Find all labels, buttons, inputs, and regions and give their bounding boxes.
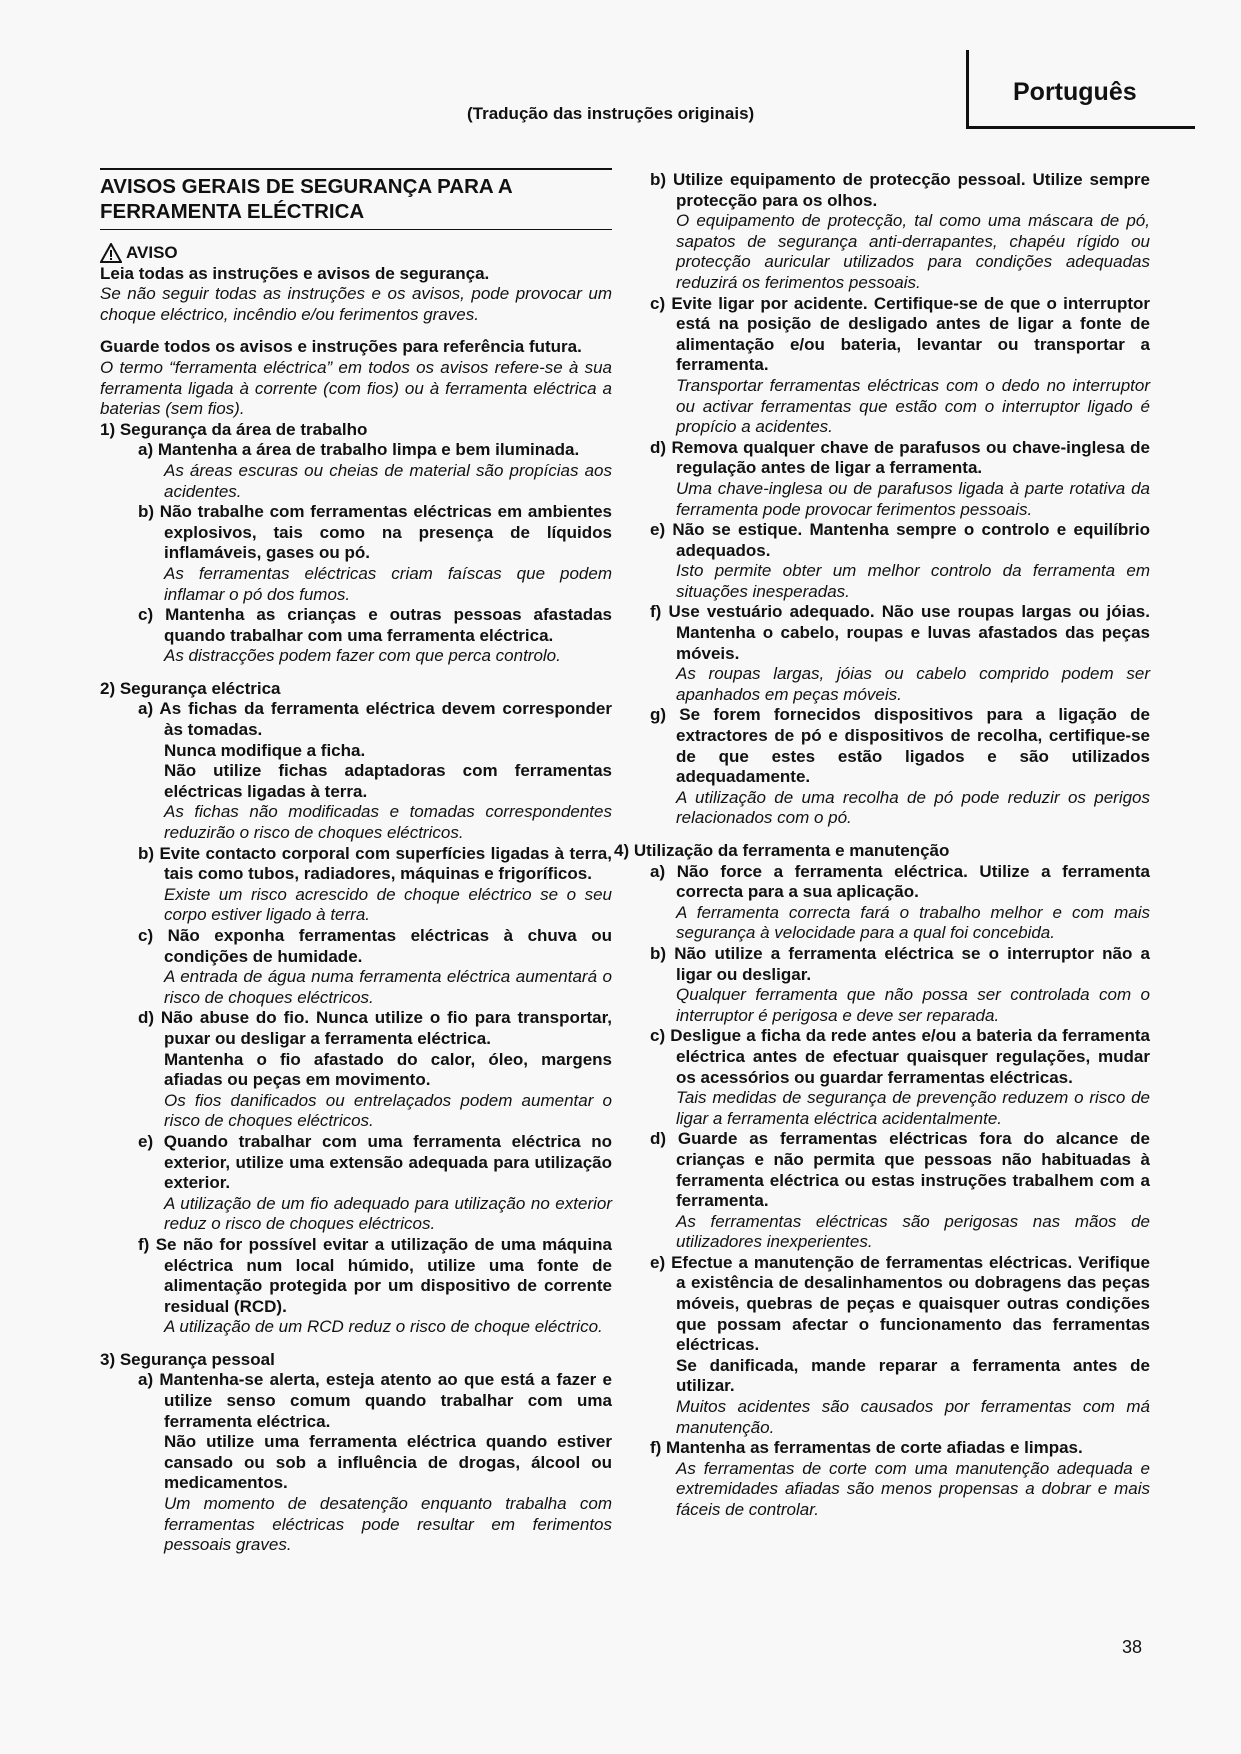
s4-c-bold: c) Desligue a ficha da rede antes e/ou a bateria da ferramenta eléctrica antes de efectuar quaisquer regulações, mudar os acessórios ou guardar ferramentas eléctricas. <box>650 1026 1150 1087</box>
s2-f-bold: f) Se não for possível evitar a utilização de uma máquina eléctrica num local húmido, utilize uma fonte de alimentação protegida por um dispositivo de corrente residual (RCD). <box>138 1234 612 1316</box>
warning-italic: Se não seguir todas as instruções e os avisos, pode provocar um choque eléctrico, incêndio e/ou ferimentos graves. <box>100 284 612 324</box>
warning-label: AVISO <box>126 243 178 262</box>
s2-d-bold-1: d) Não abuse do fio. Nunca utilize o fio para transportar, puxar ou desligar a ferramenta eléctrica. <box>138 1008 612 1048</box>
s3-f-bold: f) Use vestuário adequado. Não use roupas largas ou jóias. Mantenha o cabelo, roupas e luvas afastados das peças móveis. <box>650 602 1150 663</box>
s3-c-italic: Transportar ferramentas eléctricas com o dedo no interruptor ou activar ferramentas que estão com o interruptor ligado é propício a acidentes. <box>676 375 1150 437</box>
s2-f-italic: A utilização de um RCD reduz o risco de choque eléctrico. <box>164 1317 603 1337</box>
s2-a-italic: As fichas não modificadas e tomadas correspondentes reduzirão o risco de choques eléctricos. <box>164 802 612 843</box>
s1-b-italic: As ferramentas eléctricas criam faíscas que podem inflamar o pó dos fumos. <box>164 563 612 604</box>
s3-d-bold: d) Remova qualquer chave de parafusos ou chave-inglesa de regulação antes de ligar a ferramenta. <box>650 437 1150 478</box>
keep-bold: Guarde todos os avisos e instruções para referência futura. <box>100 337 582 357</box>
warning-bold: Leia todas as instruções e avisos de segurança. <box>100 263 490 283</box>
s3-b-italic: O equipamento de protecção, tal como uma máscara de pó, sapatos de segurança anti-derrapantes, chapéu rígido ou protecção auricular utilizados para condições adequadas reduzirá os ferimentos pessoais. <box>676 211 1150 292</box>
s3-a-bold-1: a) Mantenha-se alerta, esteja atento ao que está a fazer e utilize senso comum quando trabalhar com uma ferramenta eléctrica. <box>138 1370 612 1431</box>
right-column <box>614 170 1150 1521</box>
s2-d-bold-2: Mantenha o fio afastado do calor, óleo, margens afiadas ou peças em movimento. <box>164 1049 612 1090</box>
s4-e-bold-1: e) Efectue a manutenção de ferramentas eléctricas. Verifique a existência de desalinhamentos ou dobragens das peças móveis, quebras de peças e quaisquer outras condições que possam afectar o funcionamento das ferramentas eléctricas. <box>650 1252 1150 1355</box>
s1-a-italic: As áreas escuras ou cheias de material são propícias aos acidentes. <box>164 460 612 501</box>
s4-b-bold: b) Não utilize a ferramenta eléctrica se o interruptor não a ligar ou desligar. <box>650 943 1150 984</box>
s3-g-bold: g) Se forem fornecidos dispositivos para a ligação de extractores de pó e dispositivos de recolha, certifique-se de que estes estão ligados e são utilizados adequadamente. <box>650 705 1150 787</box>
s3-f-italic: As roupas largas, jóias ou cabelo comprido podem ser apanhados em peças móveis. <box>676 664 1150 704</box>
s4-d-bold: d) Guarde as ferramentas eléctricas fora do alcance de crianças e não permita que pessoas não habituadas à ferramenta eléctrica ou estas instruções trabalhem com a ferramenta. <box>650 1129 1150 1211</box>
s2-c-bold: c) Não exponha ferramentas eléctricas à chuva ou condições de humidade. <box>138 926 612 966</box>
s2-a-bold-1: a) As fichas da ferramenta eléctrica devem corresponder às tomadas. <box>138 699 612 740</box>
s4-f-bold: f) Mantenha as ferramentas de corte afiadas e limpas. <box>650 1438 1083 1458</box>
s1-c-bold: c) Mantenha as crianças e outras pessoas afastadas quando trabalhar com uma ferramenta eléctrica. <box>138 605 612 645</box>
s2-e-italic: A utilização de um fio adequado para utilização no exterior reduz o risco de choques eléctricos. <box>164 1193 612 1234</box>
s4-c-italic: Tais medidas de segurança de prevenção reduzem o risco de ligar a ferramenta eléctrica acidentalmente. <box>676 1088 1150 1128</box>
s3-d-italic: Uma chave-inglesa ou de parafusos ligada à parte rotativa da ferramenta pode provocar ferimentos pessoais. <box>676 478 1150 519</box>
s4-e-bold-2: Se danificada, mande reparar a ferramenta antes de utilizar. <box>676 1355 1150 1396</box>
s4-a-italic: A ferramenta correcta fará o trabalho melhor e com mais segurança à velocidade para a qual foi concebida. <box>676 902 1150 943</box>
s2-e-bold: e) Quando trabalhar com uma ferramenta eléctrica no exterior, utilize uma extensão adequada para utilização exterior. <box>138 1131 612 1193</box>
language-label: Português <box>1013 78 1137 106</box>
s3-g-italic: A utilização de uma recolha de pó pode reduzir os perigos relacionados com o pó. <box>676 787 1150 828</box>
section-2-heading: 2) Segurança eléctrica <box>100 678 281 698</box>
s3-e-italic: Isto permite obter um melhor controlo da ferramenta em situações inesperadas. <box>676 561 1150 601</box>
s1-b-bold: b) Não trabalhe com ferramentas eléctricas em ambientes explosivos, tais como na presença de líquidos inflamáveis, gases ou pó. <box>138 502 612 563</box>
section-4-heading: 4) Utilização da ferramenta e manutenção <box>614 841 950 860</box>
s3-c-bold: c) Evite ligar por acidente. Certifique-se de que o interruptor está na posição de desligado antes de ligar a fonte de alimentação e/ou bateria, levantar ou transportar a ferramenta. <box>650 293 1150 375</box>
s1-c-italic: As distracções podem fazer com que perca controlo. <box>164 646 561 666</box>
s2-c-italic: A entrada de água numa ferramenta eléctrica aumentará o risco de choques eléctricos. <box>164 967 612 1007</box>
page-number: 38 <box>1122 1637 1143 1657</box>
s4-e-italic: Muitos acidentes são causados por ferramentas com má manutenção. <box>676 1397 1150 1437</box>
s4-a-bold: a) Não force a ferramenta eléctrica. Utilize a ferramenta correcta para a sua aplicação. <box>650 861 1150 902</box>
warning-heading <box>100 243 612 264</box>
s4-b-italic: Qualquer ferramenta que não possa ser controlada com o interruptor é perigosa e deve ser reparada. <box>676 985 1150 1025</box>
left-column <box>100 170 612 1556</box>
s3-a-bold-2: Não utilize uma ferramenta eléctrica quando estiver cansado ou sob a influência de drogas, álcool ou medicamentos. <box>164 1432 612 1493</box>
translation-subtitle: (Tradução das instruções originais) <box>467 104 755 123</box>
s3-a-italic: Um momento de desatenção enquanto trabalha com ferramentas eléctricas pode resultar em ferimentos pessoais graves. <box>164 1494 612 1555</box>
s4-f-italic: As ferramentas de corte com uma manutenção adequada e extremidades afiadas são menos propensas a dobrar e mais fáceis de controlar. <box>676 1458 1150 1519</box>
s2-b-bold: b) Evite contacto corporal com superfícies ligadas à terra, tais como tubos, radiadores, máquinas e frigoríficos. <box>138 843 612 884</box>
s3-e-bold: e) Não se estique. Mantenha sempre o controlo e equilíbrio adequados. <box>650 520 1150 560</box>
section-1-heading: 1) Segurança da área de trabalho <box>100 419 368 439</box>
section-3-heading: 3) Segurança pessoal <box>100 1349 275 1369</box>
s2-b-italic: Existe um risco acrescido de choque eléctrico se o seu corpo estiver ligado à terra. <box>164 884 612 925</box>
s2-a-bold-2: Nunca modifique a ficha. <box>164 740 366 760</box>
s2-a-bold-3: Não utilize fichas adaptadoras com ferramentas eléctricas ligadas à terra. <box>164 761 612 801</box>
s1-a-bold: a) Mantenha a área de trabalho limpa e bem iluminada. <box>138 440 580 460</box>
language-tab <box>966 50 1195 129</box>
s2-d-italic: Os fios danificados ou entrelaçados podem aumentar o risco de choques eléctricos. <box>164 1090 612 1131</box>
section-title: AVISOS GERAIS DE SEGURANÇA PARA A FERRAMENTA ELÉCTRICA <box>100 168 612 230</box>
s4-d-italic: As ferramentas eléctricas são perigosas nas mãos de utilizadores inexperientes. <box>676 1211 1150 1252</box>
warning-triangle-icon <box>100 243 122 263</box>
keep-italic: O termo “ferramenta eléctrica” em todos os avisos refere-se à sua ferramenta ligada à corrente (com fios) ou à ferramenta eléctrica a baterias (sem fios). <box>100 357 612 419</box>
s3-b-bold: b) Utilize equipamento de protecção pessoal. Utilize sempre protecção para os olhos. <box>650 170 1150 210</box>
